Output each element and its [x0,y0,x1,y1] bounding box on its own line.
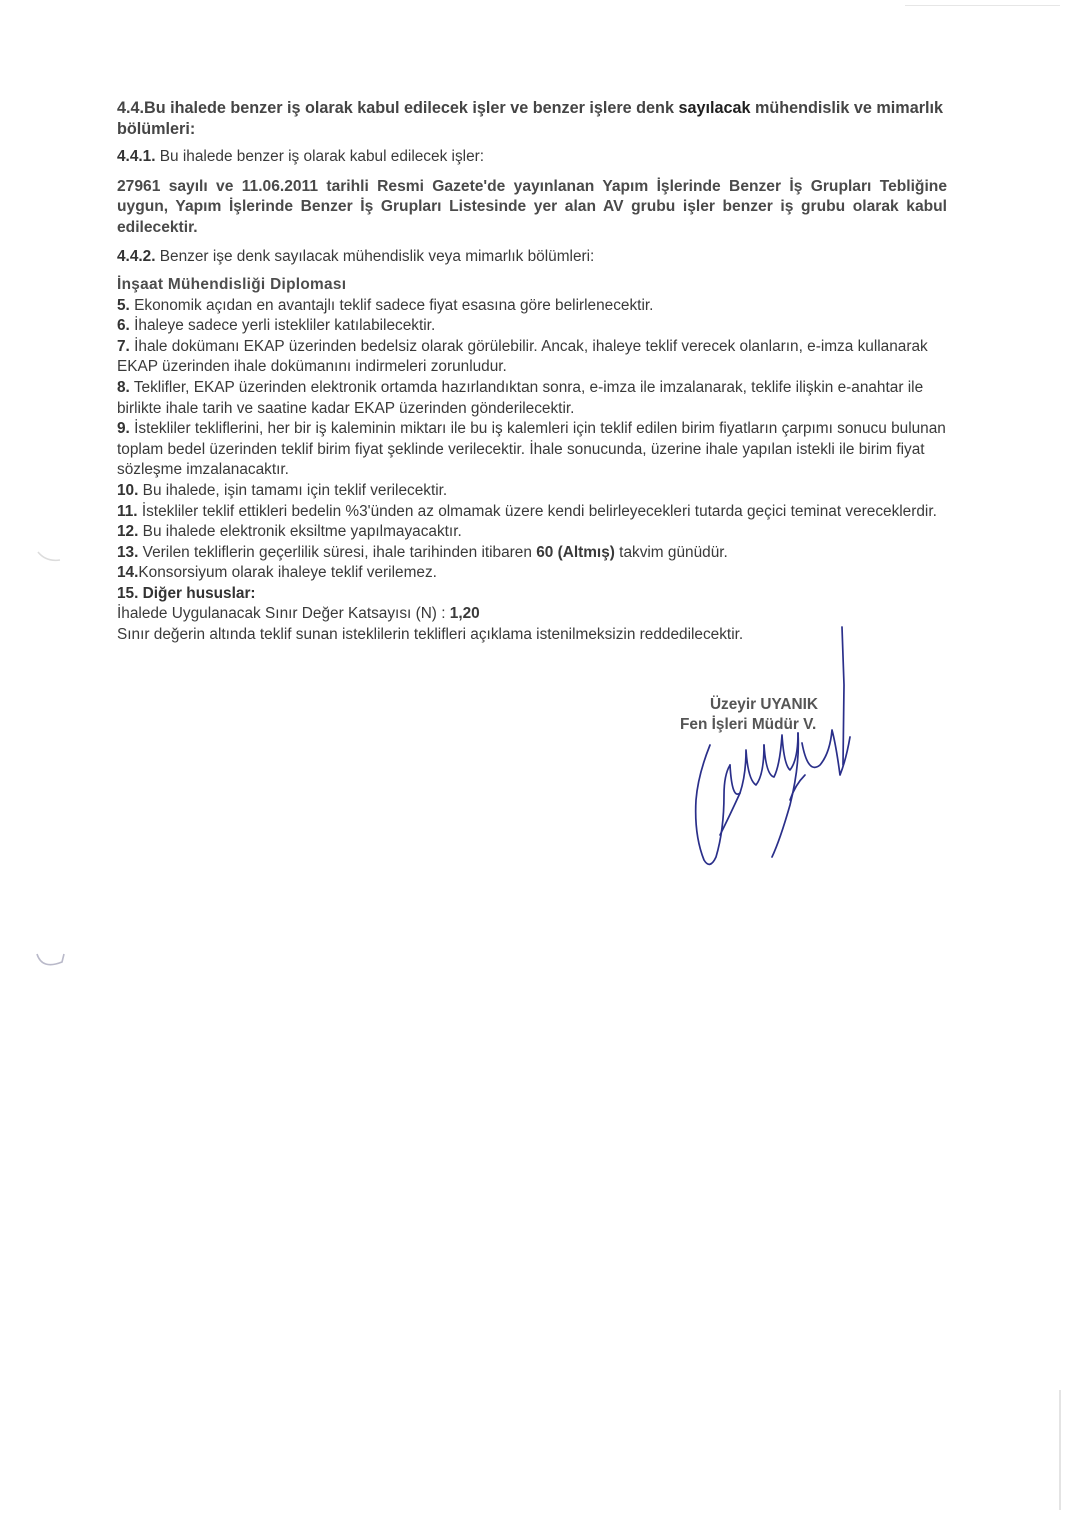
item-text: İstekliler tekliflerini, her bir iş kaleminin miktarı ile bu iş kalemleri için teklif edilen birim fiyatların çarpımı sonucu bulunan toplam bedel üzerinden teklif birim fiyat şeklinde verilecektir. İhale sonucunda, üzerine ihale yapılan istekli ile birim fiyat sözleşme imzalanacaktır. [117,420,946,479]
item-number: 9. [117,420,130,438]
section-title-emphasis: sayılacak [678,99,751,117]
document-body [117,98,947,646]
coefficient-value: 1,20 [449,605,480,623]
item-text: Teklifler, EKAP üzerinden elektronik ortamda hazırlandıktan sonra, e-imza ile imzalanarak, teklife ilişkin e-anahtar ile birlikte ihale tarih ve saatine kadar EKAP üzerinden gönderilecektir. [117,378,924,417]
item-number: 11. [117,502,138,520]
section-heading [117,98,947,140]
list-item [117,502,947,523]
subsection-4-4-2 [117,247,947,268]
rejection-note: Sınır değerin altında teklif sunan isteklilerin teklifleri açıklama istenilmeksizin reddedilecektir. [117,626,744,644]
item-number: 13. [117,543,139,561]
item-text: Ekonomik açıdan en avantajlı teklif sadece fiyat esasına göre belirlenecektir. [129,296,654,314]
punch-hole-mark-icon [34,948,66,974]
item-text: Bu ihalede elektronik eksiltme yapılmayacaktır. [138,523,462,541]
list-item [117,296,947,317]
list-item [117,378,947,419]
item-text: İstekliler teklif ettikleri bedelin %3'ünden az olmamak üzere kendi belirleyecekleri tutarda geçici teminat vereceklerdir. [137,502,937,520]
scan-edge-right [1059,1390,1061,1510]
item-text: Verilen tekliflerin geçerlilik süresi, ihale tarihinden itibaren [138,543,537,561]
list-item [117,337,947,378]
similar-work-paragraph: 27961 sayılı ve 11.06.2011 tarihli Resmi Gazete'de yayınlanan Yapım İşlerinde Benzer İş Grupları Tebliğine uygun, Yapım İşlerinde Benzer İş Grupları Listesinde yer alan AV grubu işler benzer iş grubu olarak kabul edilecektir. [117,177,947,236]
item-number: 4.4.2. [117,248,156,266]
signatory-name: Üzeyir UYANIK [709,696,818,713]
punch-hole-mark-icon [36,548,62,564]
item-number: 4.4.1. [117,148,156,165]
item-number: 8. [117,378,130,396]
item-number: 10. [117,481,139,499]
threshold-coefficient-line [117,604,947,625]
list-item [117,543,947,564]
item-text: Bu ihalede benzer iş olarak kabul edilecek işler: [155,148,485,165]
other-matters-heading: 15. Diğer hususlar: [117,584,256,602]
list-item [117,419,947,481]
list-item [117,481,947,502]
item-number: 14. [117,564,139,582]
item-number: 7. [117,337,130,355]
list-item [117,563,947,584]
scan-edge-top [905,5,1060,6]
item-text: Bu ihalede, işin tamamı için teklif verilecektir. [138,481,448,499]
diploma-requirement: İnşaat Mühendisliği Diploması [117,275,347,293]
signatory-title: Fen İşleri Müdür V. [680,716,817,733]
numbered-list [117,296,947,646]
section-title-part: mühendislik ve mimarlık bölümleri: [117,99,943,138]
item-number: 6. [117,317,130,335]
validity-period: 60 (Altmış) [536,543,615,561]
item-text: İhaleye sadece yerli istekliler katılabilecektir. [129,317,436,335]
subsection-4-4-1 [117,147,947,168]
section-title-part: Bu ihalede benzer iş olarak kabul edilecek işler ve benzer işlere denk [144,99,679,117]
item-number: 12. [117,523,139,541]
item-text: İhale dokümanı EKAP üzerinden bedelsiz olarak görülebilir. Ancak, ihaleye teklif verecek olanların, e-imza kullanarak EKAP üzerinden ihale dokümanını indirmeleri zorunludur. [117,337,928,376]
handwritten-signature [680,625,860,870]
item-text: takvim günüdür. [614,543,728,561]
item-number: 5. [117,296,130,314]
list-item [117,522,947,543]
item-text: İhalede Uygulanacak Sınır Değer Katsayısı (N) : [117,605,450,623]
list-item [117,316,947,337]
item-text: Benzer işe denk sayılacak mühendislik veya mimarlık bölümleri: [155,248,595,266]
section-number: 4.4. [117,99,145,117]
item-text: Konsorsiyum olarak ihaleye teklif verilemez. [138,564,437,582]
